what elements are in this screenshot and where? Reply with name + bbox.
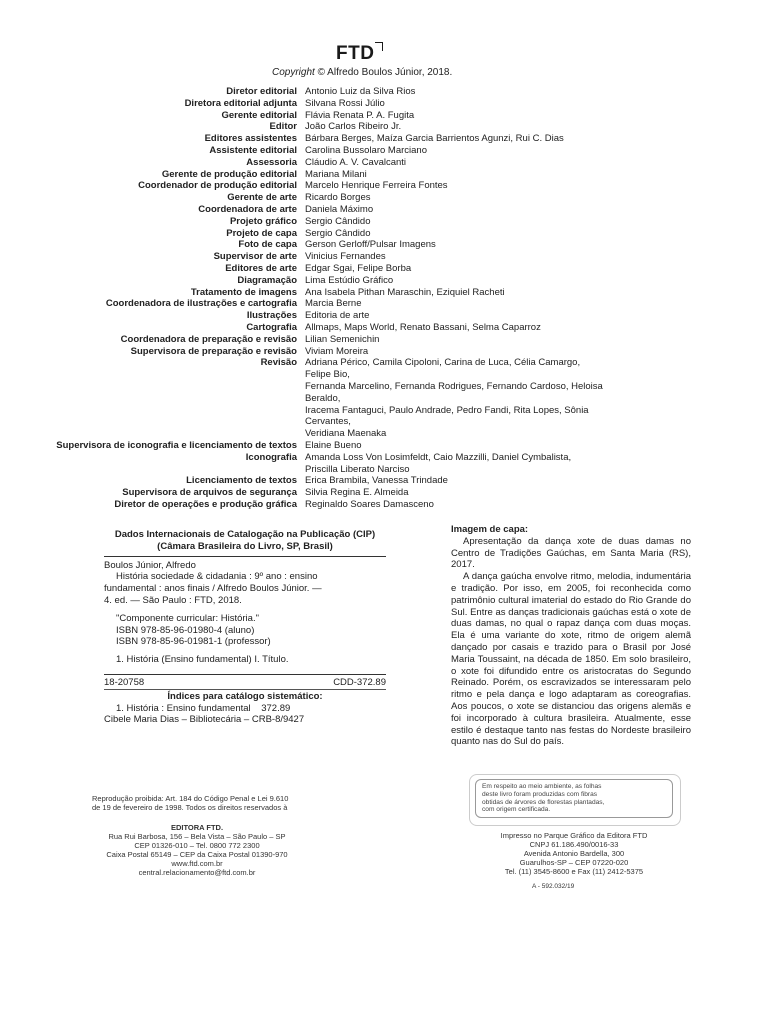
credit-names	[305, 169, 605, 181]
credit-name-line: Silvia Regina E. Almeida	[305, 487, 409, 499]
credit-role: Gerente editorial	[221, 109, 297, 121]
cip-cdd: CDD-372.89	[333, 676, 386, 688]
credit-role: Coordenador de produção editorial	[138, 180, 297, 192]
credit-row	[0, 475, 768, 487]
credit-role: Foto de capa	[238, 239, 297, 251]
cip-description: História sociedade & cidadania : 9º ano : ensino	[116, 571, 318, 583]
credit-role: Diretor editorial	[226, 86, 297, 97]
credit-name-line: Silvana Rossi Júlio	[305, 97, 385, 109]
credit-name-line: Adriana Périco, Camila Cipoloni, Carina de Luca, Célia Camargo, Felipe Bio,	[305, 357, 581, 381]
credits-list	[0, 86, 768, 511]
credit-name-line: Marcelo Henrique Ferreira Fontes	[305, 180, 448, 192]
credit-names	[305, 263, 605, 275]
legal-notice: Reprodução proibida: Art. 184 do Código Penal e Lei 9.610 de 19 de fevereiro de 1998. Todos os direitos reservados à	[92, 794, 289, 812]
credit-row	[0, 275, 768, 287]
credit-names	[305, 357, 605, 440]
credit-name-line: Lilian Semenichin	[305, 333, 380, 345]
credit-role: Assistente editorial	[209, 144, 297, 156]
credit-name-line: Cláudio A. V. Cavalcanti	[305, 156, 407, 168]
credit-names	[305, 334, 605, 346]
credit-names	[305, 310, 605, 322]
credit-role: Diretora editorial adjunta	[184, 97, 297, 109]
cip-index-entry: 1. História : Ensino fundamental 372.89	[116, 702, 291, 714]
publisher-address: EDITORA FTD. Rua Rui Barbosa, 156 – Bela Vista – São Paulo – SP CEP 01326-010 – Tel. 0800 772 2300 Caixa Postal 65149 – CEP da Caixa Postal 01390-970 www.ftd.com.br central.relacionamento@ftd.com.br	[72, 823, 322, 877]
credit-row	[0, 228, 768, 240]
print-code: A - 592.032/19	[532, 883, 575, 890]
cip-isbn: ISBN 978-85-96-01980-4 (aluno)	[116, 624, 255, 636]
credit-names	[305, 487, 605, 499]
credit-row	[0, 452, 768, 476]
credit-role: Coordenadora de preparação e revisão	[120, 333, 297, 345]
credit-name-line: Editoria de arte	[305, 310, 370, 322]
credit-name-line: Elaine Bueno	[305, 439, 362, 451]
credit-row	[0, 216, 768, 228]
cip-number: 18-20758	[104, 676, 145, 688]
credit-names	[305, 180, 605, 192]
cip-record	[104, 556, 386, 666]
credit-names	[305, 110, 605, 122]
credit-row	[0, 133, 768, 145]
cover-paragraph: A dança gaúcha envolve ritmo, melodia, indumentária e tradição. Por isso, em 2005, foi reconhecida como patrimônio cultural imaterial do estado do Rio Grande do Sul. Entre as danças tradicionais gaúchas está o xote de duas damas, no qual o rapaz dança com duas moças. Ela é uma variante do xote, ritmo de origem alemã dançado por casais e trazido para o Brasil por José Maria Toussaint, na década de 1850. Em solo brasileiro, o xote foi difundido entre os aristocratas do Segundo Reinado. Porém, os escravizados se interessaram pelo ritmo e pela dança e logo adaptaram as coreografias. Aos poucos, o xote se distanciou das origens alemãs e foi incorporado à cultura brasileira. Atualmente, esse estilo é destaque tanto nas festas do Nordeste brasileiro quanto nas do Sul do país.	[451, 571, 691, 748]
credit-row	[0, 239, 768, 251]
credit-name-line: Daniela Máximo	[305, 203, 374, 215]
printer-info: Impresso no Parque Gráfico da Editora FTD CNPJ 61.186.490/0016-33 Avenida Antonio Bardella, 300 Guarulhos-SP – CEP 07220-020 Tel. (11) 3545-8600 e Fax (11) 2412-5375	[500, 831, 648, 876]
credit-name-line: Edgar Sgai, Felipe Borba	[305, 262, 412, 274]
credit-names	[305, 86, 605, 98]
credit-row	[0, 334, 768, 346]
credit-names	[305, 204, 605, 216]
cip-numbers	[104, 674, 386, 689]
credit-row	[0, 192, 768, 204]
credit-names	[305, 192, 605, 204]
credit-row	[0, 263, 768, 275]
credit-name-line: Antonio Luiz da Silva Rios	[305, 86, 416, 97]
credit-role: Coordenadora de arte	[198, 203, 297, 215]
credit-names	[305, 298, 605, 310]
credit-role: Revisão	[260, 357, 297, 369]
credit-row	[0, 86, 768, 98]
credit-names	[305, 216, 605, 228]
credit-names	[305, 133, 605, 145]
credit-name-line: Carolina Bussolaro Marciano	[305, 144, 427, 156]
credit-name-line: Vinicius Fernandes	[305, 251, 386, 263]
cip-index-title: Índices para catálogo sistemático:	[104, 689, 386, 703]
credit-role: Licenciamento de textos	[186, 475, 297, 487]
cip-author: Boulos Júnior, Alfredo	[104, 559, 196, 571]
credit-name-line: João Carlos Ribeiro Jr.	[305, 121, 402, 133]
credit-role: Editor	[269, 121, 297, 133]
credit-names	[305, 98, 605, 110]
credit-row	[0, 346, 768, 358]
publisher-logo: FTD	[336, 42, 383, 65]
publisher-email[interactable]: central.relacionamento@ftd.com.br	[138, 868, 256, 877]
credit-role: Supervisora de iconografia e licenciamento de textos	[56, 439, 297, 451]
credit-name-line: Bárbara Berges, Maíza Garcia Barrientos Agunzi, Rui C. Dias	[305, 133, 564, 145]
credit-role: Coordenadora de ilustrações e cartografia	[105, 298, 297, 310]
publisher-website[interactable]: www.ftd.com.br	[171, 859, 223, 868]
credit-row	[0, 440, 768, 452]
credit-role: Cartografia	[246, 321, 297, 333]
cip-title: Dados Internacionais de Catalogação na Publicação (CIP)	[114, 529, 376, 540]
credit-row	[0, 310, 768, 322]
credit-row	[0, 145, 768, 157]
credit-name-line: Iracema Fantaguci, Paulo Andrade, Pedro Fandi, Rita Lopes, Sônia Cervantes,	[305, 404, 589, 428]
credit-row	[0, 169, 768, 181]
credit-row	[0, 98, 768, 110]
credit-name-line: Lima Estúdio Gráfico	[305, 274, 394, 286]
logo-mark-icon	[375, 42, 383, 51]
credit-role: Projeto gráfico	[229, 215, 297, 227]
credit-role: Supervisora de preparação e revisão	[130, 345, 297, 357]
credit-name-line: Marcia Berne	[305, 298, 362, 310]
credit-role: Tratamento de imagens	[190, 286, 297, 298]
credit-name-line: Fernanda Marcelino, Fernanda Rodrigues, Fernando Cardoso, Heloisa Beraldo,	[305, 380, 603, 404]
credit-role: Assessoria	[246, 156, 297, 168]
credit-names	[305, 275, 605, 287]
credit-row	[0, 287, 768, 299]
cover-title: Imagem de capa:	[451, 524, 529, 535]
credit-role: Editores assistentes	[204, 133, 297, 145]
credit-name-line: Priscilla Liberato Narciso	[305, 463, 410, 475]
publisher-name: EDITORA FTD.	[170, 823, 224, 832]
credit-row	[0, 298, 768, 310]
credit-name-line: Sergio Cândido	[305, 215, 371, 227]
credit-row	[0, 487, 768, 499]
credit-names	[305, 322, 605, 334]
credit-role: Diagramação	[237, 274, 297, 286]
copyright-line: Copyright © Alfredo Boulos Júnior, 2018.	[272, 67, 453, 78]
credit-row	[0, 251, 768, 263]
credit-row	[0, 110, 768, 122]
cip-block	[104, 529, 386, 726]
credit-row	[0, 157, 768, 169]
credit-names	[305, 346, 605, 358]
credit-names	[305, 121, 605, 133]
credit-names	[305, 440, 605, 452]
cip-isbn: ISBN 978-85-96-01981-1 (professor)	[116, 636, 271, 648]
cip-subtitle: (Câmara Brasileira do Livro, SP, Brasil)	[157, 540, 333, 552]
credit-name-line: Ana Isabela Pithan Maraschin, Eziquiel Racheti	[305, 286, 505, 298]
credit-row	[0, 499, 768, 511]
credit-role: Supervisor de arte	[213, 251, 297, 263]
credit-row	[0, 322, 768, 334]
credit-name-line: Gerson Gerloff/Pulsar Imagens	[305, 239, 436, 251]
credit-role: Ilustrações	[246, 310, 297, 322]
environment-notice: Em respeito ao meio ambiente, as folhas deste livro foram produzidas com fibras obtidas de árvores de florestas plantadas, com origem certificada.	[475, 779, 673, 818]
credit-role: Gerente de produção editorial	[161, 168, 297, 180]
credit-names	[305, 452, 605, 476]
cip-description: fundamental : anos finais / Alfredo Boulos Júnior. —	[104, 583, 322, 595]
credit-name-line: Reginaldo Soares Damasceno	[305, 498, 434, 510]
credit-row	[0, 357, 768, 440]
credit-name-line: Viviam Moreira	[305, 345, 369, 357]
credit-names	[305, 228, 605, 240]
credit-role: Supervisora de arquivos de segurança	[122, 487, 297, 499]
cip-librarian: Cibele Maria Dias – Bibliotecária – CRB-8/9427	[104, 714, 305, 726]
credit-name-line: Sergio Cândido	[305, 227, 371, 239]
credit-row	[0, 121, 768, 133]
credit-names	[305, 251, 605, 263]
credit-role: Iconografia	[245, 451, 297, 463]
cip-note: "Componente curricular: História."	[116, 612, 259, 624]
credit-role: Diretor de operações e produção gráfica	[114, 498, 297, 510]
cover-paragraph: Apresentação da dança xote de duas damas no Centro de Tradições Gaúchas, em Santa Maria (RS), 2017.	[451, 535, 691, 571]
credit-role: Editores de arte	[225, 262, 297, 274]
credit-names	[305, 157, 605, 169]
credit-name-line: Mariana Milani	[305, 168, 367, 180]
credit-row	[0, 180, 768, 192]
credit-name-line: Allmaps, Maps World, Renato Bassani, Selma Caparroz	[305, 321, 541, 333]
credit-name-line: Amanda Loss Von Losimfeldt, Caio Mazzilli, Daniel Cymbalista,	[305, 451, 572, 463]
credit-row	[0, 204, 768, 216]
credit-name-line: Ricardo Borges	[305, 192, 371, 204]
cover-caption	[451, 524, 691, 748]
credit-name-line: Erica Brambila, Vanessa Trindade	[305, 475, 448, 487]
credit-names	[305, 499, 605, 511]
credit-names	[305, 239, 605, 251]
credit-names	[305, 287, 605, 299]
cip-subject: 1. História (Ensino fundamental) I. Título.	[116, 654, 289, 666]
credit-names	[305, 145, 605, 157]
credit-role: Projeto de capa	[226, 227, 297, 239]
credit-names	[305, 475, 605, 487]
credit-name-line: Veridiana Maenaka	[305, 428, 387, 440]
cip-description: 4. ed. — São Paulo : FTD, 2018.	[104, 594, 242, 606]
credit-name-line: Flávia Renata P. A. Fugita	[305, 109, 415, 121]
credit-role: Gerente de arte	[227, 192, 297, 204]
